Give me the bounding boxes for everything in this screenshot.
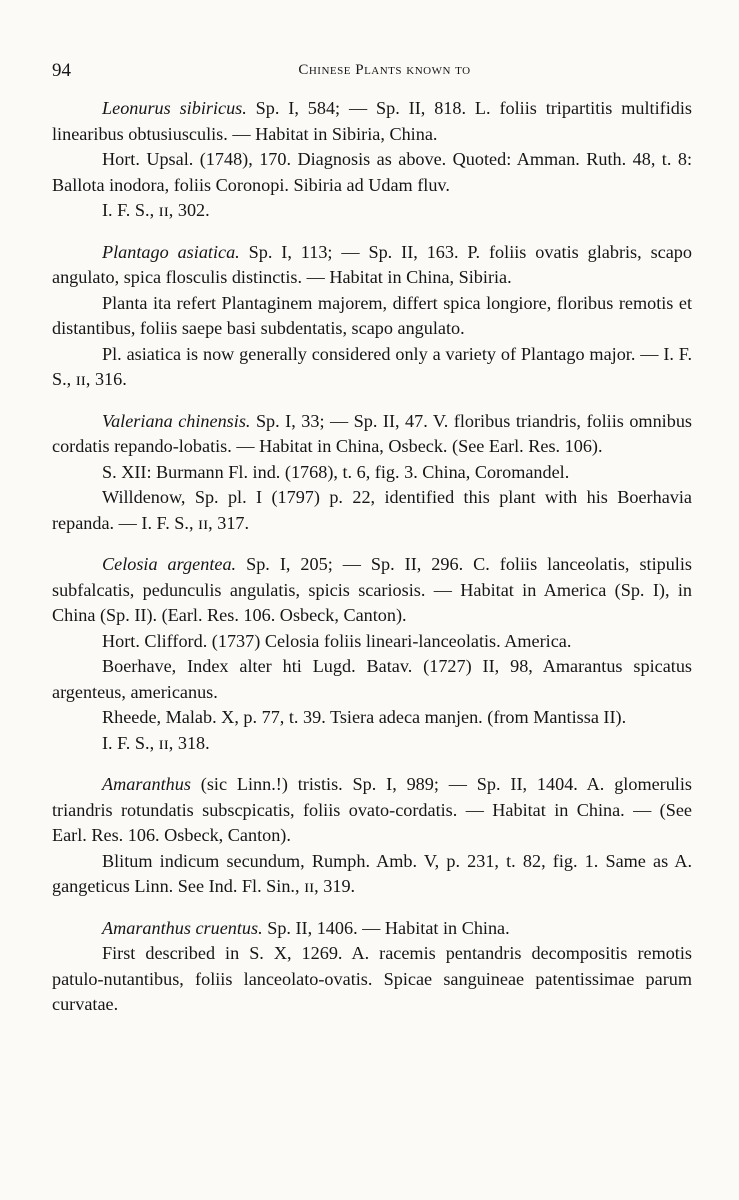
species-name: Amaranthus cruentus.	[102, 917, 263, 938]
entry-note: Planta ita refert Plantaginem majorem, differt spica longiore, floribus remotis et distantibus, foliis saepe basi subdentatis, scapo angulato.	[52, 292, 692, 338]
entry-note: Blitum indicum secundum, Rumph. Amb. V, p. 231, t. 82, fig. 1. Same as A. gangeticus Linn. See Ind. Fl. Sin., ɪɪ, 319.	[52, 850, 692, 896]
species-name: Amaranthus	[102, 774, 191, 794]
entry-note: Pl. asiatica is now generally considered only a variety of Plantago major. — I. F. S., ɪɪ, 316.	[52, 343, 692, 389]
species-name: Valeriana chinensis.	[102, 410, 251, 431]
entry-text: Sp. I, 205; — Sp. II, 296. C. foliis lanceolatis, stipulis subfalcatis, pedunculis angulatis, spicis scariosis. — Habitat in America (Sp. I), in China (Sp. II). (Earl. Res. 106. Osbeck, Canton).	[52, 554, 692, 625]
page-body	[52, 96, 692, 1034]
entry-amaranthus-tristis	[52, 772, 692, 900]
running-head: Chinese Plants known to	[298, 62, 471, 78]
entry-note: I. F. S., ɪɪ, 318.	[102, 732, 210, 753]
entry-celosia	[52, 552, 692, 756]
species-name: Plantago asiatica.	[102, 241, 240, 262]
entry-text: Sp. I, 584; — Sp. II, 818. L. foliis tripartitis multifidis linearibus obtusiusculis. — Habitat in Sibiria, China.	[52, 98, 692, 144]
species-name: Leonurus sibiricus.	[102, 98, 247, 118]
entry-plantago	[52, 240, 692, 393]
entry-note: I. F. S., ɪɪ, 302.	[102, 200, 210, 220]
entry-text: (sic Linn.!) tristis. Sp. I, 989; — Sp. II, 1404. A. glomerulis triandris rotundatis subscpicatis, foliis ovato-cordatis. — Habitat in China. — (See Earl. Res. 106. Osbeck, Canton).	[52, 774, 692, 845]
entry-text: Sp. I, 113; — Sp. II, 163. P. foliis ovatis glabris, scapo angulato, spica flosculis distinctis. — Habitat in China, Sibiria.	[52, 241, 692, 287]
entry-leonurus	[52, 96, 692, 224]
entry-amaranthus-cruentus	[52, 916, 692, 1018]
entry-note: Boerhave, Index alter hti Lugd. Batav. (1727) II, 98, Amarantus spicatus argenteus, americanus.	[52, 656, 692, 702]
page-number: 94	[52, 60, 71, 81]
entry-valeriana	[52, 409, 692, 537]
entry-note: Rheede, Malab. X, p. 77, t. 39. Tsiera adeca manjen. (from Mantissa II).	[102, 707, 627, 727]
species-name: Celosia argentea.	[102, 554, 237, 574]
entry-note: Hort. Clifford. (1737) Celosia foliis lineari-lanceolatis. America.	[102, 630, 572, 651]
entry-text: Sp. II, 1406. — Habitat in China.	[262, 917, 510, 938]
entry-note: Willdenow, Sp. pl. I (1797) p. 22, identified this plant with his Boerhavia repanda. — I. F. S., ɪɪ, 317.	[52, 487, 692, 533]
entry-text: Sp. I, 33; — Sp. II, 47. V. floribus triandris, foliis omnibus cordatis repando-lobatis. — Habitat in China, Osbeck. (See Earl. Res. 106).	[52, 410, 692, 456]
entry-note: First described in S. X, 1269. A. racemis pentandris decompositis remotis patulo-nutantibus, foliis lanceolato-ovatis. Spicae sanguineae patentissimae parum curvatae.	[52, 943, 692, 1014]
entry-note: Hort. Upsal. (1748), 170. Diagnosis as above. Quoted: Amman. Ruth. 48, t. 8: Ballota inodora, foliis Coronopi. Sibiria ad Udam fluv.	[52, 149, 692, 195]
entry-note: S. XII: Burmann Fl. ind. (1768), t. 6, fig. 3. China, Coromandel.	[102, 461, 570, 482]
